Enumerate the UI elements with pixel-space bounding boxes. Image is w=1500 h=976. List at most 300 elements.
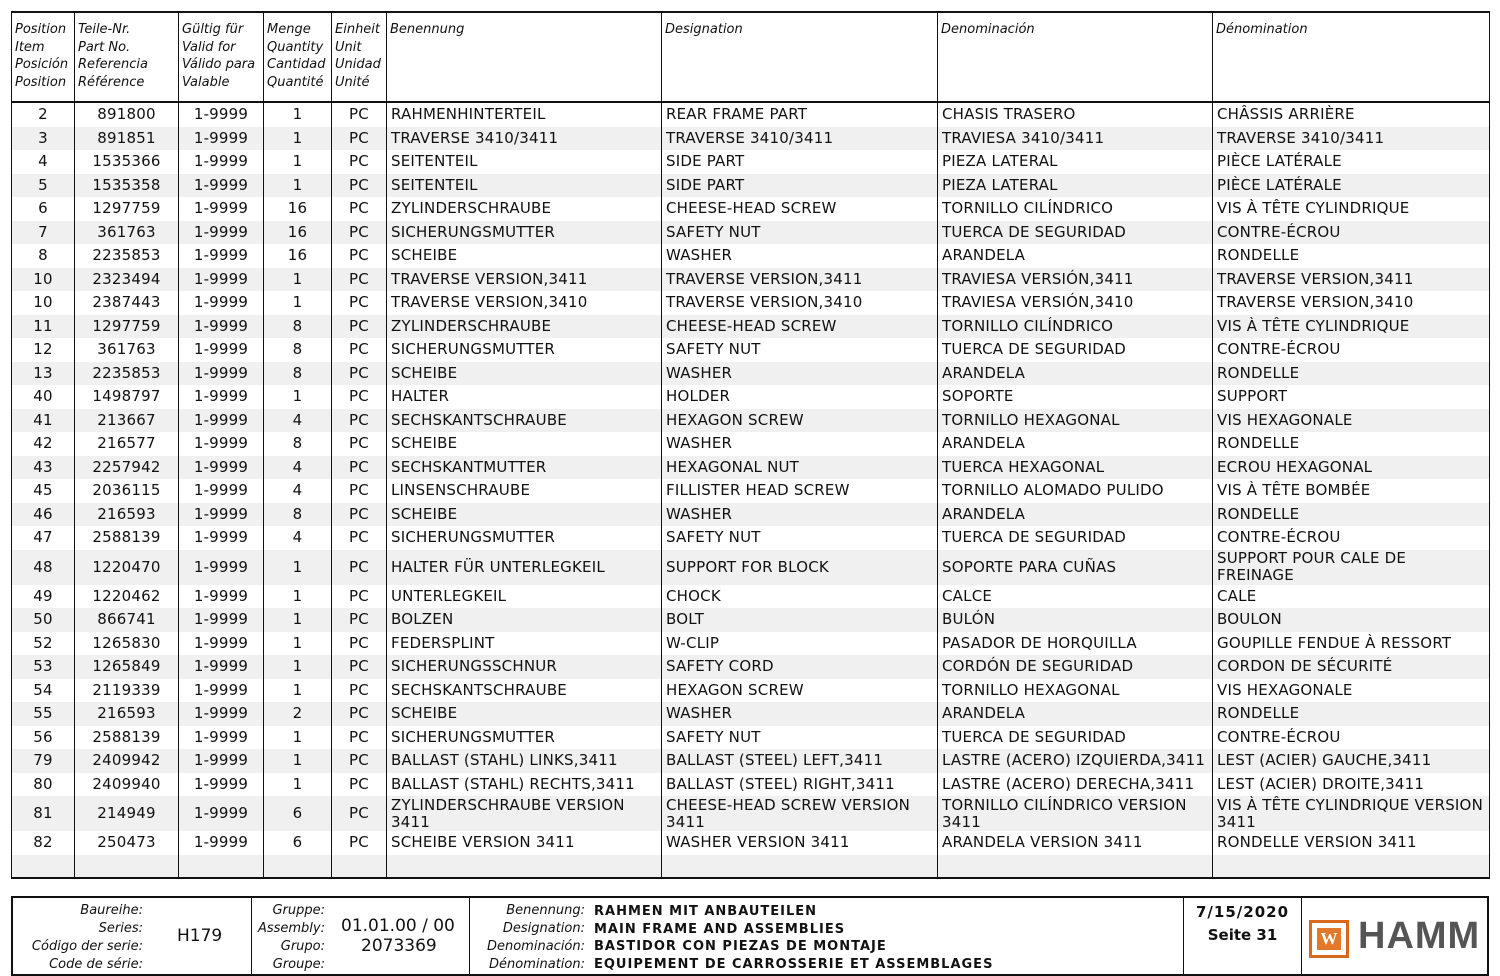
col-name-es-cell: ARANDELA VERSION 3411 xyxy=(938,831,1213,855)
col-quantity-cell: 1 xyxy=(264,749,332,773)
empty-cell xyxy=(179,855,264,878)
col-name-en-cell: WASHER xyxy=(662,432,938,456)
col-position-cell: 56 xyxy=(12,726,75,750)
col-position-cell: 2 xyxy=(12,102,75,127)
header-label: Dénomination xyxy=(1216,22,1308,37)
table-row xyxy=(12,550,1490,585)
empty-cell xyxy=(662,855,938,878)
col-name-es-cell: SOPORTE PARA CUÑAS xyxy=(938,550,1213,585)
col-part-no-cell: 2235853 xyxy=(75,362,179,386)
col-valid-for-cell: 1-9999 xyxy=(179,150,264,174)
col-position-cell: 12 xyxy=(12,338,75,362)
col-position-cell: 79 xyxy=(12,749,75,773)
col-name-de-cell: LINSENSCHRAUBE xyxy=(387,479,662,503)
col-unit-cell: PC xyxy=(332,526,387,550)
col-position-cell: 11 xyxy=(12,315,75,339)
col-unit-cell: PC xyxy=(332,291,387,315)
col-position-cell: 54 xyxy=(12,679,75,703)
col-name-es-cell: TORNILLO ALOMADO PULIDO xyxy=(938,479,1213,503)
col-position-cell: 48 xyxy=(12,550,75,585)
table-row-empty xyxy=(12,855,1490,878)
col-name-de-cell: SICHERUNGSMUTTER xyxy=(387,526,662,550)
assembly-labels xyxy=(258,902,325,974)
col-name-en-cell: WASHER xyxy=(662,503,938,527)
brand-name: HAMM xyxy=(1358,915,1481,957)
col-quantity-cell: 16 xyxy=(264,197,332,221)
col-part-no-cell: 216593 xyxy=(75,503,179,527)
col-part-no-header xyxy=(75,12,179,102)
col-quantity-cell: 8 xyxy=(264,315,332,339)
col-name-es-cell: TORNILLO HEXAGONAL xyxy=(938,679,1213,703)
col-valid-for-cell: 1-9999 xyxy=(179,315,264,339)
designation-block xyxy=(470,898,1184,974)
header-label: Position xyxy=(15,74,67,90)
name-label-fr: Dénomination: xyxy=(489,957,585,972)
col-position-cell: 6 xyxy=(12,197,75,221)
col-name-en-cell: FILLISTER HEAD SCREW xyxy=(662,479,938,503)
table-row xyxy=(12,385,1490,409)
col-name-de-cell: UNTERLEGKEIL xyxy=(387,585,662,609)
header-label: Valable xyxy=(182,74,230,90)
col-name-fr-cell: TRAVERSE 3410/3411 xyxy=(1213,127,1490,151)
table-header-row xyxy=(12,12,1490,102)
col-position-cell: 80 xyxy=(12,773,75,797)
col-name-fr-cell: SUPPORT POUR CALE DE FREINAGE xyxy=(1213,550,1490,585)
col-name-fr-cell: RONDELLE xyxy=(1213,362,1490,386)
col-name-en-cell: BALLAST (STEEL) RIGHT,3411 xyxy=(662,773,938,797)
col-valid-for-cell: 1-9999 xyxy=(179,174,264,198)
col-part-no-cell: 1297759 xyxy=(75,315,179,339)
col-valid-for-cell: 1-9999 xyxy=(179,456,264,480)
col-unit-cell: PC xyxy=(332,197,387,221)
col-part-no-cell: 2036115 xyxy=(75,479,179,503)
header-label: Unit xyxy=(335,39,362,55)
series-label-en: Series: xyxy=(98,921,143,936)
col-name-en-cell: SIDE PART xyxy=(662,150,938,174)
col-name-en-cell: WASHER VERSION 3411 xyxy=(662,831,938,855)
col-position-cell: 49 xyxy=(12,585,75,609)
series-value: H179 xyxy=(177,926,223,946)
col-unit-cell: PC xyxy=(332,409,387,433)
col-part-no-cell: 1297759 xyxy=(75,197,179,221)
col-quantity-cell: 1 xyxy=(264,102,332,127)
col-unit-cell: PC xyxy=(332,608,387,632)
col-valid-for-cell: 1-9999 xyxy=(179,362,264,386)
assembly-block xyxy=(252,898,470,974)
series-label-fr: Code de série: xyxy=(49,957,143,972)
col-position-cell: 40 xyxy=(12,385,75,409)
col-position-cell: 46 xyxy=(12,503,75,527)
header-label: Unité xyxy=(335,74,370,90)
col-name-en-cell: TRAVERSE 3410/3411 xyxy=(662,127,938,151)
col-name-es-cell: TRAVIESA 3410/3411 xyxy=(938,127,1213,151)
col-name-es-cell: ARANDELA xyxy=(938,503,1213,527)
col-valid-for-cell: 1-9999 xyxy=(179,338,264,362)
col-name-de-cell: SCHEIBE xyxy=(387,362,662,386)
group-label-de: Gruppe: xyxy=(272,903,325,918)
table-row xyxy=(12,702,1490,726)
header-label: Teile-Nr. xyxy=(78,22,131,37)
col-name-de-cell: SICHERUNGSMUTTER xyxy=(387,338,662,362)
col-name-en-cell: WASHER xyxy=(662,362,938,386)
col-name-en-cell: HEXAGONAL NUT xyxy=(662,456,938,480)
col-valid-for-cell: 1-9999 xyxy=(179,831,264,855)
col-name-es-cell: TRAVIESA VERSIÓN,3411 xyxy=(938,268,1213,292)
empty-cell xyxy=(938,855,1213,878)
table-row xyxy=(12,315,1490,339)
header-label: Quantity xyxy=(267,39,324,55)
col-part-no-cell: 2387443 xyxy=(75,291,179,315)
name-label-en: Designation: xyxy=(502,921,585,936)
designation-values xyxy=(594,903,993,973)
col-name-es-cell: CALCE xyxy=(938,585,1213,609)
col-name-de-cell: SCHEIBE xyxy=(387,503,662,527)
col-part-no-cell: 2235853 xyxy=(75,244,179,268)
col-name-es-cell: ARANDELA xyxy=(938,362,1213,386)
col-name-de-cell: RAHMENHINTERTEIL xyxy=(387,102,662,127)
col-quantity-cell: 4 xyxy=(264,526,332,550)
col-name-es-cell: TORNILLO HEXAGONAL xyxy=(938,409,1213,433)
col-quantity-cell: 1 xyxy=(264,726,332,750)
col-name-en-cell: WASHER xyxy=(662,244,938,268)
col-name-fr-cell: RONDELLE VERSION 3411 xyxy=(1213,831,1490,855)
col-name-fr-cell: BOULON xyxy=(1213,608,1490,632)
col-name-de-cell: BALLAST (STAHL) RECHTS,3411 xyxy=(387,773,662,797)
hamm-logo-icon: W xyxy=(1309,920,1349,958)
col-valid-for-cell: 1-9999 xyxy=(179,679,264,703)
col-part-no-cell: 2323494 xyxy=(75,268,179,292)
col-quantity-cell: 1 xyxy=(264,550,332,585)
col-name-es-cell: TORNILLO CILÍNDRICO VERSION 3411 xyxy=(938,796,1213,831)
col-unit-cell: PC xyxy=(332,632,387,656)
col-valid-for-cell: 1-9999 xyxy=(179,221,264,245)
col-valid-for-cell: 1-9999 xyxy=(179,197,264,221)
col-name-es-cell: TUERCA DE SEGURIDAD xyxy=(938,221,1213,245)
col-valid-for-cell: 1-9999 xyxy=(179,526,264,550)
col-quantity-cell: 6 xyxy=(264,831,332,855)
col-name-fr-cell: PIÈCE LATÉRALE xyxy=(1213,150,1490,174)
table-body xyxy=(12,102,1490,878)
col-name-fr-cell: VIS À TÊTE CYLINDRIQUE xyxy=(1213,315,1490,339)
header-label: Referencia xyxy=(78,57,148,72)
col-name-es-cell: TUERCA HEXAGONAL xyxy=(938,456,1213,480)
col-part-no-cell: 216577 xyxy=(75,432,179,456)
col-quantity-cell: 4 xyxy=(264,409,332,433)
col-name-es-cell: TUERCA DE SEGURIDAD xyxy=(938,338,1213,362)
empty-cell xyxy=(75,855,179,878)
col-name-en-cell: SAFETY NUT xyxy=(662,726,938,750)
col-position-cell: 4 xyxy=(12,150,75,174)
col-name-en-cell: CHOCK xyxy=(662,585,938,609)
header-label: Designation xyxy=(665,22,743,37)
col-name-fr-header xyxy=(1213,12,1490,102)
col-name-de-cell: SICHERUNGSSCHNUR xyxy=(387,655,662,679)
col-quantity-cell: 1 xyxy=(264,291,332,315)
col-unit-cell: PC xyxy=(332,585,387,609)
col-unit-cell: PC xyxy=(332,679,387,703)
table-row xyxy=(12,362,1490,386)
col-valid-for-cell: 1-9999 xyxy=(179,291,264,315)
col-name-en-cell: HEXAGON SCREW xyxy=(662,679,938,703)
col-part-no-cell: 2588139 xyxy=(75,726,179,750)
col-quantity-cell: 8 xyxy=(264,503,332,527)
col-quantity-cell: 1 xyxy=(264,174,332,198)
col-unit-cell: PC xyxy=(332,749,387,773)
col-name-fr-cell: CONTRE-ÉCROU xyxy=(1213,726,1490,750)
col-name-es-cell: BULÓN xyxy=(938,608,1213,632)
col-unit-cell: PC xyxy=(332,268,387,292)
col-name-en-cell: HEXAGON SCREW xyxy=(662,409,938,433)
table-row xyxy=(12,585,1490,609)
col-name-es-cell: TRAVIESA VERSIÓN,3410 xyxy=(938,291,1213,315)
col-valid-for-cell: 1-9999 xyxy=(179,550,264,585)
col-part-no-cell: 361763 xyxy=(75,221,179,245)
col-position-cell: 3 xyxy=(12,127,75,151)
col-valid-for-cell: 1-9999 xyxy=(179,796,264,831)
col-valid-for-cell: 1-9999 xyxy=(179,632,264,656)
col-name-es-cell: ARANDELA xyxy=(938,702,1213,726)
table-row xyxy=(12,503,1490,527)
col-name-fr-cell: RONDELLE xyxy=(1213,503,1490,527)
col-name-fr-cell: CHÂSSIS ARRIÈRE xyxy=(1213,102,1490,127)
table-row xyxy=(12,749,1490,773)
col-quantity-cell: 8 xyxy=(264,362,332,386)
table-row xyxy=(12,174,1490,198)
col-position-cell: 55 xyxy=(12,702,75,726)
col-name-de-cell: HALTER xyxy=(387,385,662,409)
col-unit-cell: PC xyxy=(332,127,387,151)
col-quantity-cell: 1 xyxy=(264,585,332,609)
col-unit-cell: PC xyxy=(332,174,387,198)
col-position-cell: 7 xyxy=(12,221,75,245)
series-label-es: Código der serie: xyxy=(31,939,143,954)
header-label: Quantité xyxy=(267,74,324,90)
col-part-no-cell: 2409940 xyxy=(75,773,179,797)
col-quantity-cell: 8 xyxy=(264,432,332,456)
col-valid-for-cell: 1-9999 xyxy=(179,655,264,679)
table-row xyxy=(12,338,1490,362)
header-label: Benennung xyxy=(390,22,465,37)
header-label: Posición xyxy=(15,57,69,72)
col-name-en-cell: REAR FRAME PART xyxy=(662,102,938,127)
table-row xyxy=(12,127,1490,151)
col-valid-for-cell: 1-9999 xyxy=(179,726,264,750)
col-position-cell: 10 xyxy=(12,291,75,315)
page-number: Seite 31 xyxy=(1207,926,1278,944)
table-row xyxy=(12,150,1490,174)
col-part-no-cell: 891800 xyxy=(75,102,179,127)
table-row xyxy=(12,526,1490,550)
header-label: Valid for xyxy=(182,39,236,55)
col-name-de-header xyxy=(387,12,662,102)
col-name-en-cell: HOLDER xyxy=(662,385,938,409)
col-name-en-cell: SUPPORT FOR BLOCK xyxy=(662,550,938,585)
name-label-es: Denominación: xyxy=(486,939,585,954)
empty-cell xyxy=(1213,855,1490,878)
table-row xyxy=(12,432,1490,456)
col-valid-for-cell: 1-9999 xyxy=(179,773,264,797)
col-part-no-cell: 1265830 xyxy=(75,632,179,656)
col-name-de-cell: SCHEIBE VERSION 3411 xyxy=(387,831,662,855)
group-label-en: Assembly: xyxy=(257,921,325,936)
col-position-cell: 82 xyxy=(12,831,75,855)
col-name-de-cell: TRAVERSE 3410/3411 xyxy=(387,127,662,151)
col-quantity-cell: 4 xyxy=(264,479,332,503)
col-name-de-cell: ZYLINDERSCHRAUBE xyxy=(387,197,662,221)
col-part-no-cell: 214949 xyxy=(75,796,179,831)
col-quantity-cell: 16 xyxy=(264,244,332,268)
col-name-en-cell: SIDE PART xyxy=(662,174,938,198)
col-quantity-cell: 1 xyxy=(264,268,332,292)
col-name-de-cell: BALLAST (STAHL) LINKS,3411 xyxy=(387,749,662,773)
col-part-no-cell: 1220462 xyxy=(75,585,179,609)
col-name-es-cell: CORDÓN DE SEGURIDAD xyxy=(938,655,1213,679)
col-part-no-cell: 2119339 xyxy=(75,679,179,703)
col-position-cell: 43 xyxy=(12,456,75,480)
table-row xyxy=(12,102,1490,127)
col-name-fr-cell: CONTRE-ÉCROU xyxy=(1213,526,1490,550)
col-name-es-cell: PASADOR DE HORQUILLA xyxy=(938,632,1213,656)
col-quantity-cell: 8 xyxy=(264,338,332,362)
col-unit-cell: PC xyxy=(332,796,387,831)
col-position-cell: 10 xyxy=(12,268,75,292)
col-quantity-cell: 1 xyxy=(264,608,332,632)
col-name-es-cell: TORNILLO CILÍNDRICO xyxy=(938,315,1213,339)
table-row xyxy=(12,244,1490,268)
col-name-de-cell: HALTER FÜR UNTERLEGKEIL xyxy=(387,550,662,585)
series-label-de: Baureihe: xyxy=(80,903,143,918)
col-name-fr-cell: RONDELLE xyxy=(1213,432,1490,456)
col-name-fr-cell: VIS À TÊTE CYLINDRIQUE xyxy=(1213,197,1490,221)
col-unit-cell: PC xyxy=(332,456,387,480)
col-valid-for-cell: 1-9999 xyxy=(179,268,264,292)
col-valid-for-cell: 1-9999 xyxy=(179,385,264,409)
brand-block xyxy=(1302,898,1489,974)
table-row xyxy=(12,268,1490,292)
col-part-no-cell: 361763 xyxy=(75,338,179,362)
col-quantity-header xyxy=(264,12,332,102)
col-position-cell: 52 xyxy=(12,632,75,656)
col-position-cell: 41 xyxy=(12,409,75,433)
header-label: Unidad xyxy=(335,57,381,72)
col-part-no-cell: 1535366 xyxy=(75,150,179,174)
col-unit-cell: PC xyxy=(332,150,387,174)
col-unit-header xyxy=(332,12,387,102)
col-part-no-cell: 216593 xyxy=(75,702,179,726)
col-unit-cell: PC xyxy=(332,385,387,409)
col-quantity-cell: 1 xyxy=(264,655,332,679)
col-name-de-cell: SECHSKANTMUTTER xyxy=(387,456,662,480)
col-name-de-cell: SCHEIBE xyxy=(387,702,662,726)
col-name-en-cell: WASHER xyxy=(662,702,938,726)
assembly-number: 2073369 xyxy=(361,936,437,956)
col-name-es-cell: PIEZA LATERAL xyxy=(938,150,1213,174)
col-name-es-cell: ARANDELA xyxy=(938,244,1213,268)
col-name-fr-cell: VIS HEXAGONALE xyxy=(1213,679,1490,703)
col-name-fr-cell: VIS À TÊTE BOMBÉE xyxy=(1213,479,1490,503)
col-name-de-cell: SICHERUNGSMUTTER xyxy=(387,221,662,245)
header-label: Válido para xyxy=(182,57,256,72)
col-unit-cell: PC xyxy=(332,432,387,456)
col-unit-cell: PC xyxy=(332,773,387,797)
col-name-en-cell: CHEESE-HEAD SCREW VERSION 3411 xyxy=(662,796,938,831)
col-name-de-cell: SECHSKANTSCHRAUBE xyxy=(387,679,662,703)
col-valid-for-cell: 1-9999 xyxy=(179,702,264,726)
col-unit-cell: PC xyxy=(332,315,387,339)
col-name-fr-cell: CALE xyxy=(1213,585,1490,609)
col-part-no-cell: 250473 xyxy=(75,831,179,855)
col-name-fr-cell: LEST (ACIER) GAUCHE,3411 xyxy=(1213,749,1490,773)
col-name-fr-cell: GOUPILLE FENDUE À RESSORT xyxy=(1213,632,1490,656)
name-value-en: MAIN FRAME AND ASSEMBLIES xyxy=(594,921,846,937)
col-unit-cell: PC xyxy=(332,503,387,527)
col-unit-cell: PC xyxy=(332,221,387,245)
table-row xyxy=(12,726,1490,750)
col-quantity-cell: 16 xyxy=(264,221,332,245)
col-quantity-cell: 4 xyxy=(264,456,332,480)
col-name-es-header xyxy=(938,12,1213,102)
col-part-no-cell: 1220470 xyxy=(75,550,179,585)
header-label: Cantidad xyxy=(267,57,326,72)
col-unit-cell: PC xyxy=(332,726,387,750)
col-name-fr-cell: SUPPORT xyxy=(1213,385,1490,409)
col-name-de-cell: BOLZEN xyxy=(387,608,662,632)
header-label: Menge xyxy=(267,22,311,37)
col-name-fr-cell: TRAVERSE VERSION,3411 xyxy=(1213,268,1490,292)
col-position-cell: 53 xyxy=(12,655,75,679)
col-name-en-cell: SAFETY NUT xyxy=(662,338,938,362)
table-row xyxy=(12,608,1490,632)
col-name-en-cell: BOLT xyxy=(662,608,938,632)
col-name-en-header xyxy=(662,12,938,102)
series-labels xyxy=(32,902,143,974)
series-block xyxy=(13,898,252,974)
col-valid-for-cell: 1-9999 xyxy=(179,102,264,127)
table-row xyxy=(12,679,1490,703)
name-value-fr: EQUIPEMENT DE CARROSSERIE ET ASSEMBLAGES xyxy=(594,956,994,972)
col-name-fr-cell: CONTRE-ÉCROU xyxy=(1213,221,1490,245)
col-valid-for-cell: 1-9999 xyxy=(179,749,264,773)
col-name-fr-cell: VIS HEXAGONALE xyxy=(1213,409,1490,433)
col-name-en-cell: BALLAST (STEEL) LEFT,3411 xyxy=(662,749,938,773)
col-position-cell: 8 xyxy=(12,244,75,268)
col-unit-cell: PC xyxy=(332,831,387,855)
header-label: Gültig für xyxy=(182,22,244,37)
col-name-es-cell: LASTRE (ACERO) DERECHA,3411 xyxy=(938,773,1213,797)
name-value-es: BASTIDOR CON PIEZAS DE MONTAJE xyxy=(594,939,887,954)
col-valid-for-cell: 1-9999 xyxy=(179,432,264,456)
col-quantity-cell: 1 xyxy=(264,127,332,151)
col-part-no-cell: 891851 xyxy=(75,127,179,151)
col-valid-for-header xyxy=(179,12,264,102)
col-valid-for-cell: 1-9999 xyxy=(179,409,264,433)
col-quantity-cell: 6 xyxy=(264,796,332,831)
col-valid-for-cell: 1-9999 xyxy=(179,608,264,632)
empty-cell xyxy=(387,855,662,878)
col-name-de-cell: TRAVERSE VERSION,3411 xyxy=(387,268,662,292)
col-name-en-cell: SAFETY NUT xyxy=(662,221,938,245)
col-name-fr-cell: LEST (ACIER) DROITE,3411 xyxy=(1213,773,1490,797)
col-unit-cell: PC xyxy=(332,655,387,679)
group-label-fr: Groupe: xyxy=(272,957,325,972)
header-label: Item xyxy=(15,39,45,55)
col-name-de-cell: ZYLINDERSCHRAUBE VERSION 3411 xyxy=(387,796,662,831)
col-position-cell: 50 xyxy=(12,608,75,632)
group-label-es: Grupo: xyxy=(280,939,325,954)
parts-table xyxy=(11,11,1490,879)
name-label-de: Benennung: xyxy=(506,903,585,918)
col-valid-for-cell: 1-9999 xyxy=(179,585,264,609)
